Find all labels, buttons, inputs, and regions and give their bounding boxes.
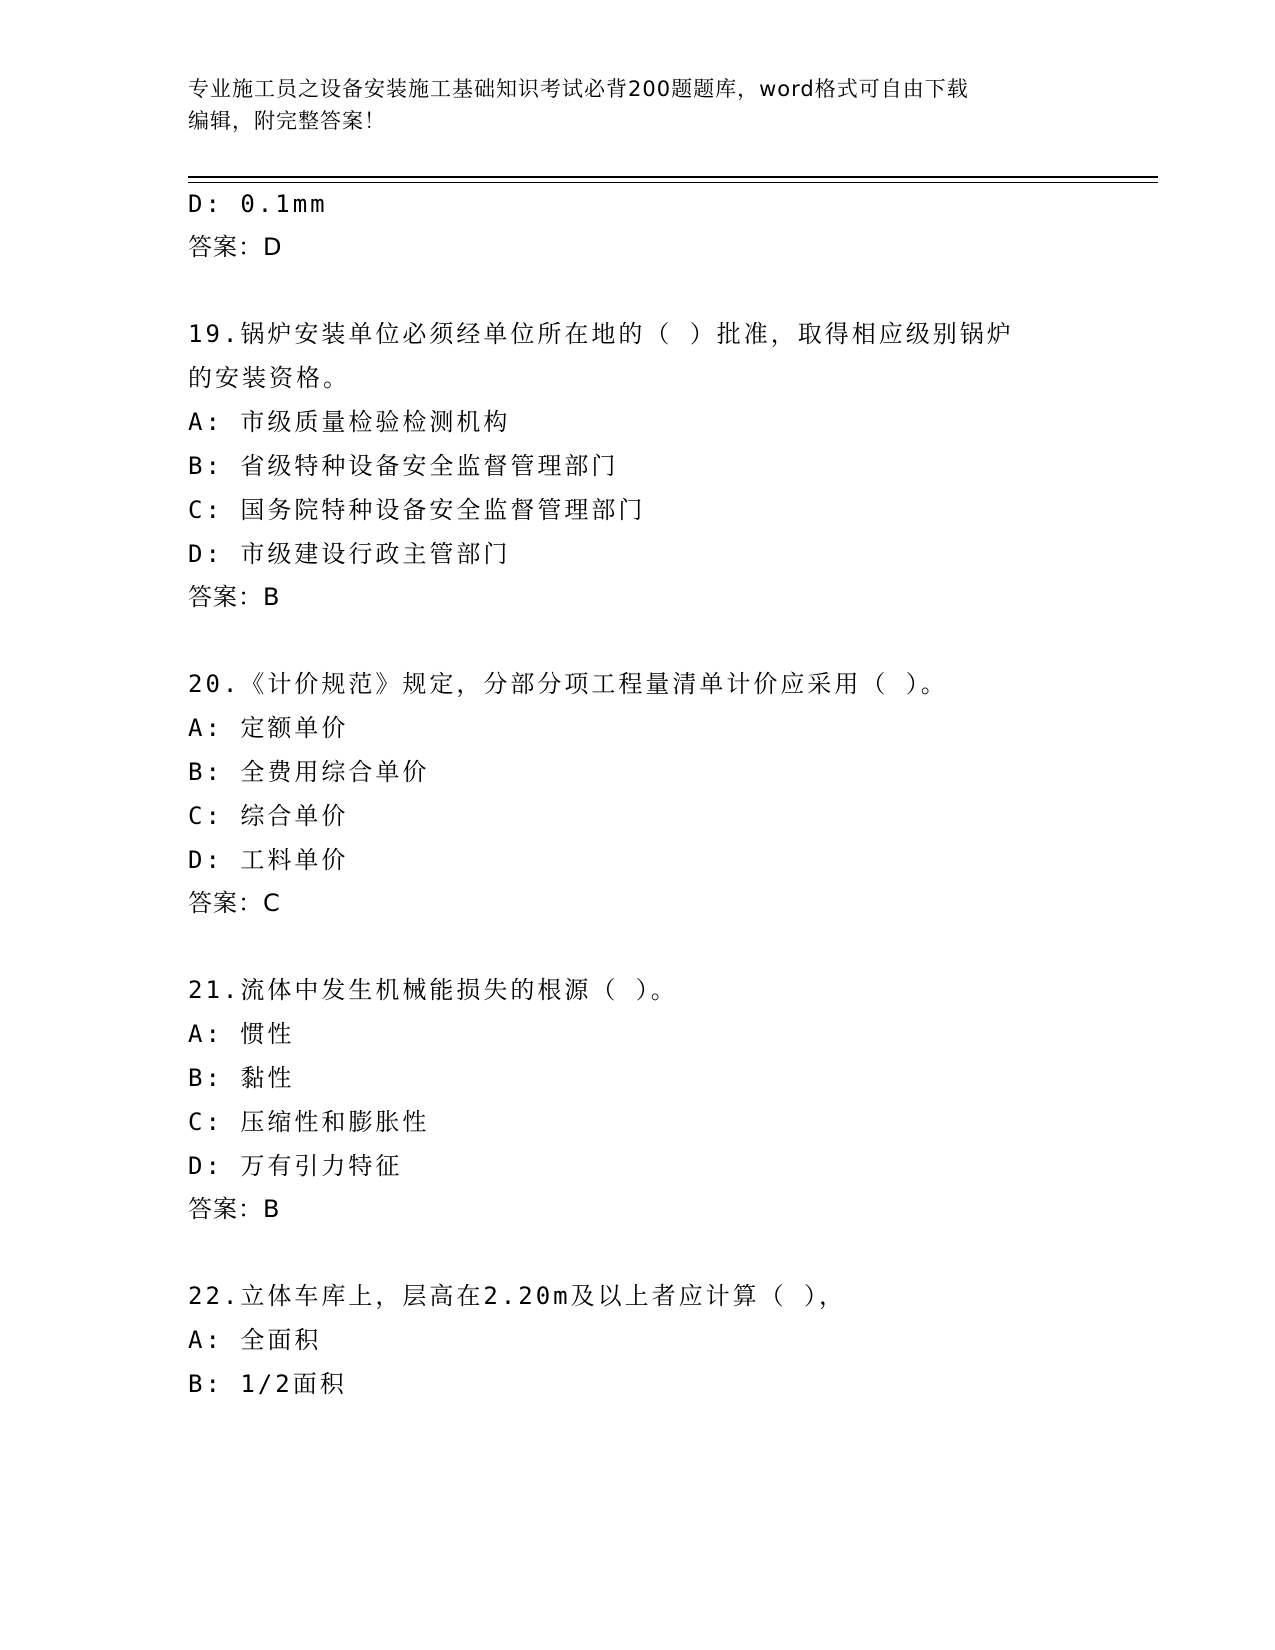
q21-answer: 答案：B [188, 1195, 281, 1223]
q19-option-d: D: 市级建设行政主管部门 [188, 540, 511, 568]
q19-answer: 答案：B [188, 583, 281, 611]
q20-option-d: D: 工料单价 [188, 846, 349, 874]
prev-answer: 答案：D [188, 233, 283, 261]
q19-option-c: C: 国务院特种设备安全监督管理部门 [188, 496, 646, 524]
q19-stem-line-1: 19.锅炉安装单位必须经单位所在地的（ ）批准，取得相应级别锅炉 [188, 320, 1014, 348]
q21-stem-line-1: 21.流体中发生机械能损失的根源（ ）。 [188, 976, 678, 1004]
q20-option-a: A: 定额单价 [188, 714, 349, 742]
q20-option-c: C: 综合单价 [188, 802, 349, 830]
q21-option-a: A: 惯性 [188, 1020, 295, 1048]
q19-option-a: A: 市级质量检验检测机构 [188, 408, 511, 436]
header-divider-thick [188, 176, 1158, 178]
prev-option-d: D: 0.1mm [188, 190, 328, 218]
q20-stem-line-1: 20.《计价规范》规定，分部分项工程量清单计价应采用（ ）。 [188, 670, 948, 698]
document-header [188, 73, 1088, 137]
q21-option-b: B: 黏性 [188, 1064, 295, 1092]
q21-option-d: D: 万有引力特征 [188, 1152, 403, 1180]
q22-option-a: A: 全面积 [188, 1326, 322, 1354]
header-title-line-2: 编辑，附完整答案！ [188, 109, 386, 133]
q20-option-b: B: 全费用综合单价 [188, 758, 430, 786]
q20-answer: 答案：C [188, 889, 281, 917]
q19-stem-line-2: 的安装资格。 [188, 364, 350, 392]
q22-stem-line-1: 22.立体车库上，层高在2.20m及以上者应计算（ ）， [188, 1282, 847, 1310]
header-title-line-1: 专业施工员之设备安装施工基础知识考试必背200题题库，word格式可自由下载 [188, 77, 969, 101]
header-divider-thin [188, 182, 1158, 183]
q22-option-b: B: 1/2面积 [188, 1370, 347, 1398]
q19-option-b: B: 省级特种设备安全监督管理部门 [188, 452, 619, 480]
q21-option-c: C: 压缩性和膨胀性 [188, 1108, 430, 1136]
